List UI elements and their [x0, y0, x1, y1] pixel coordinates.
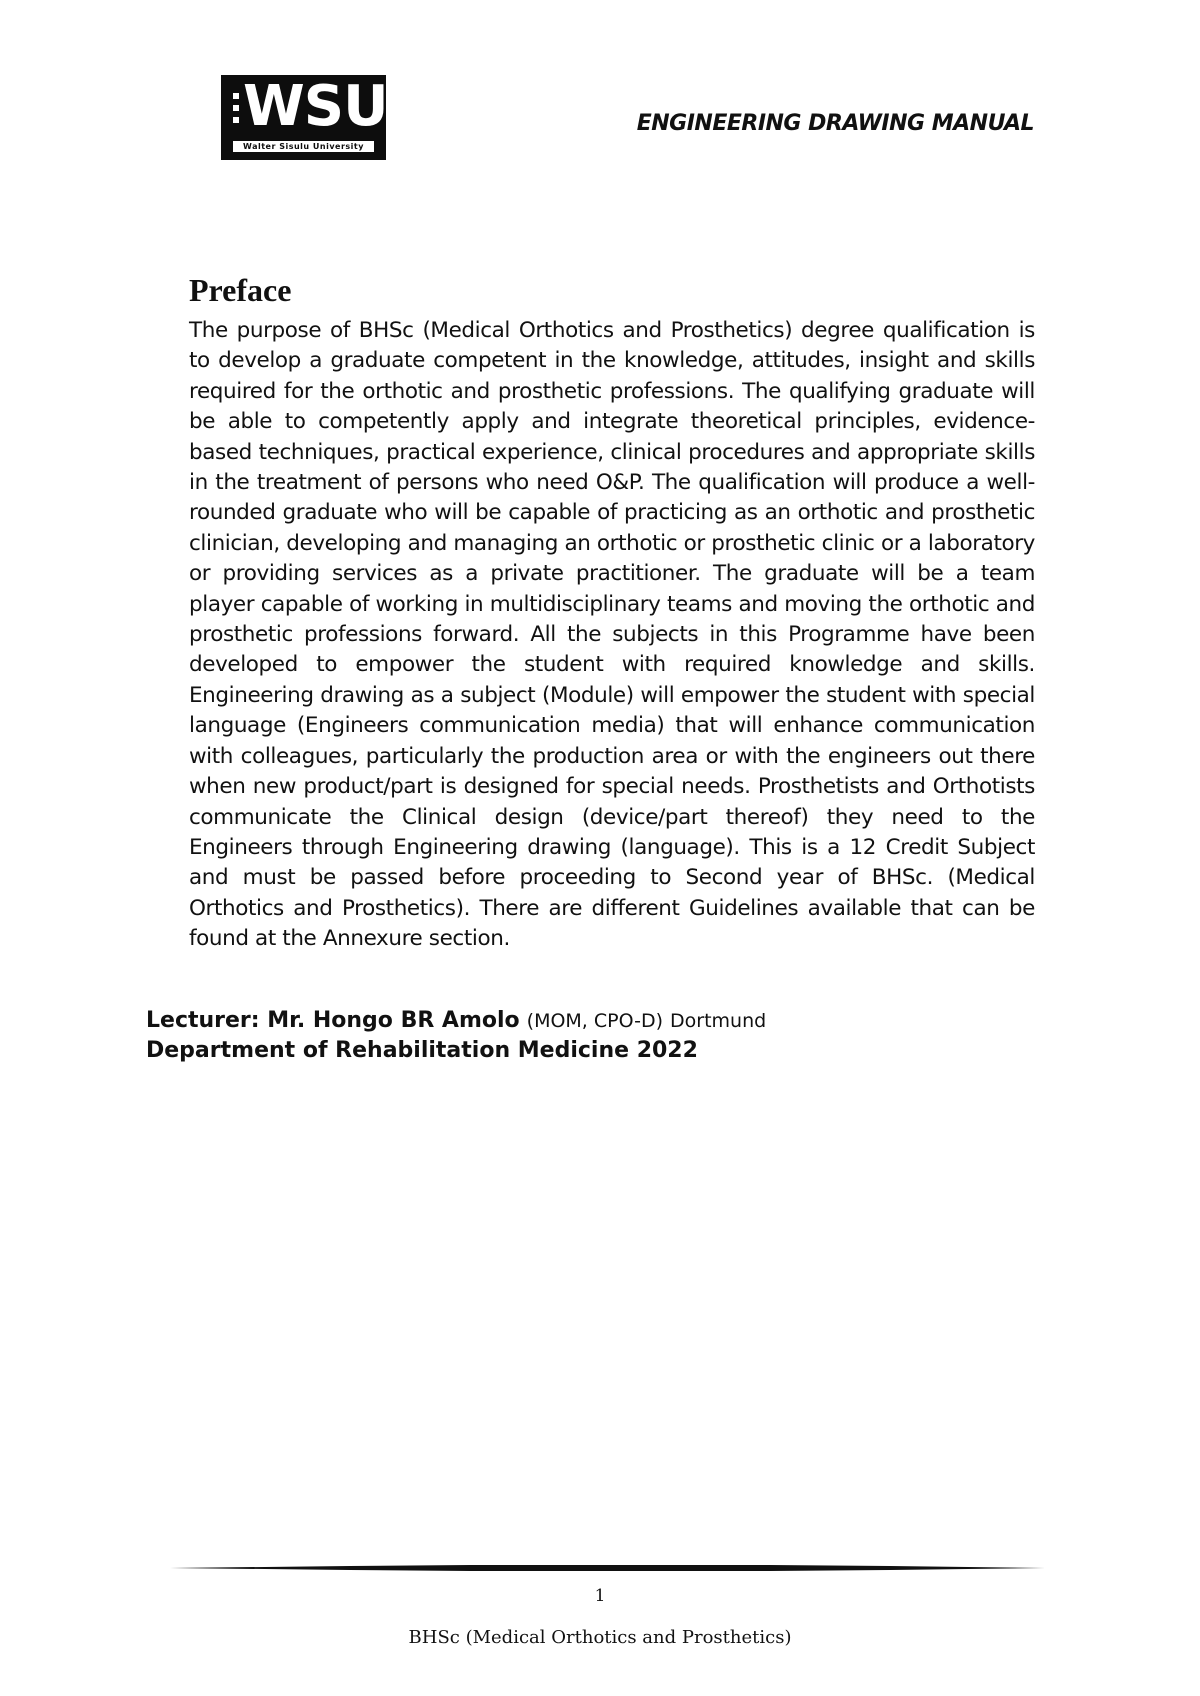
lecturer-line	[146, 1006, 766, 1036]
footer-program-name: BHSc (Medical Orthotics and Prosthetics)	[408, 1627, 792, 1648]
preface-heading: Preface	[189, 272, 292, 308]
lecturer-name: Lecturer: Mr. Hongo BR Amolo	[146, 1008, 520, 1033]
running-header-title: ENGINEERING DRAWING MANUAL	[636, 111, 1034, 136]
logo-dots-icon	[233, 93, 239, 135]
page-number: 1	[594, 1586, 606, 1606]
lecturer-qualifications: (MOM, CPO-D)	[526, 1010, 663, 1032]
lecturer-place: Dortmund	[670, 1010, 767, 1032]
logo-university-name: Walter Sisulu University	[233, 141, 374, 152]
logo-mark: WSU	[243, 74, 388, 139]
wsu-logo	[221, 75, 386, 160]
preface-body: The purpose of BHSc (Medical Orthotics and Prosthetics) degree qualification is to develop a graduate competent in the knowledge, attitudes, insight and skills required for the orthotic and prosthetic professions. The qualifying graduate will be able to competently apply and integrate theoretical principles, evidence-based techniques, practical experience, clinical procedures and appropriate skills in the treatment of persons who need O&P. The qualification will produce a well-rounded graduate who will be capable of practicing as an orthotic and prosthetic clinician, developing and managing an orthotic or prosthetic clinic or a laboratory or providing services as a private practitioner. The graduate will be a team player capable of working in multidisciplinary teams and moving the orthotic and prosthetic professions forward. All the subjects in this Programme have been developed to empower the student with required knowledge and skills. Engineering drawing as a subject (Module) will empower the student with special language (Engineers communication media) that will enhance communication with colleagues, particularly the production area or with the engineers out there when new product/part is designed for special needs. Prosthetists and Orthotists communicate the Clinical design (device/part thereof) they need to the Engineers through Engineering drawing (language). This is a 12 Credit Subject and must be passed before proceeding to Second year of BHSc. (Medical Orthotics and Prosthetics). There are different Guidelines available that can be found at the Annexure section.	[189, 318, 1035, 952]
footer-divider	[170, 1563, 1045, 1573]
department-line: Department of Rehabilitation Medicine 2022	[146, 1038, 698, 1063]
